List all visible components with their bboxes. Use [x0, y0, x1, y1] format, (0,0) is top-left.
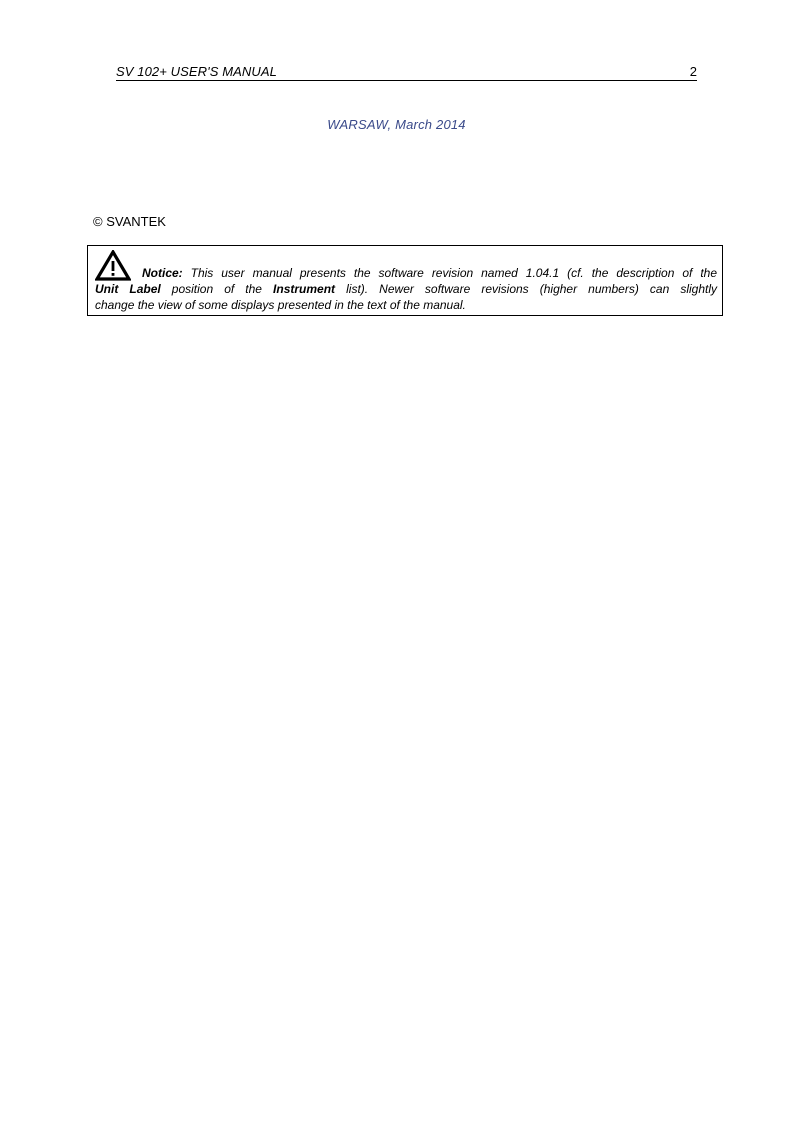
page-number: 2	[689, 64, 697, 79]
notice-text-part1: This user manual presents the software revision named 1.04.1 (cf. the description of the	[182, 266, 717, 280]
notice-box	[87, 245, 723, 316]
notice-text-part3: list). Newer software revisions (higher numbers) can slightly	[335, 282, 717, 296]
place-date: WARSAW, March 2014	[327, 117, 466, 132]
notice-line-1	[95, 265, 717, 281]
notice-line-3: change the view of some displays presented in the text of the manual.	[95, 298, 466, 312]
notice-label: Notice:	[142, 266, 183, 280]
notice-term-instrument: Instrument	[273, 282, 336, 296]
copyright-line: © SVANTEK	[93, 214, 166, 229]
notice-text	[95, 265, 717, 313]
notice-line-2	[95, 281, 717, 297]
running-header	[116, 63, 697, 81]
notice-term-unit-label: Unit Label	[95, 282, 161, 296]
notice-text-part2: position of the	[160, 282, 274, 296]
manual-title: SV 102+ USER'S MANUAL	[116, 64, 278, 79]
